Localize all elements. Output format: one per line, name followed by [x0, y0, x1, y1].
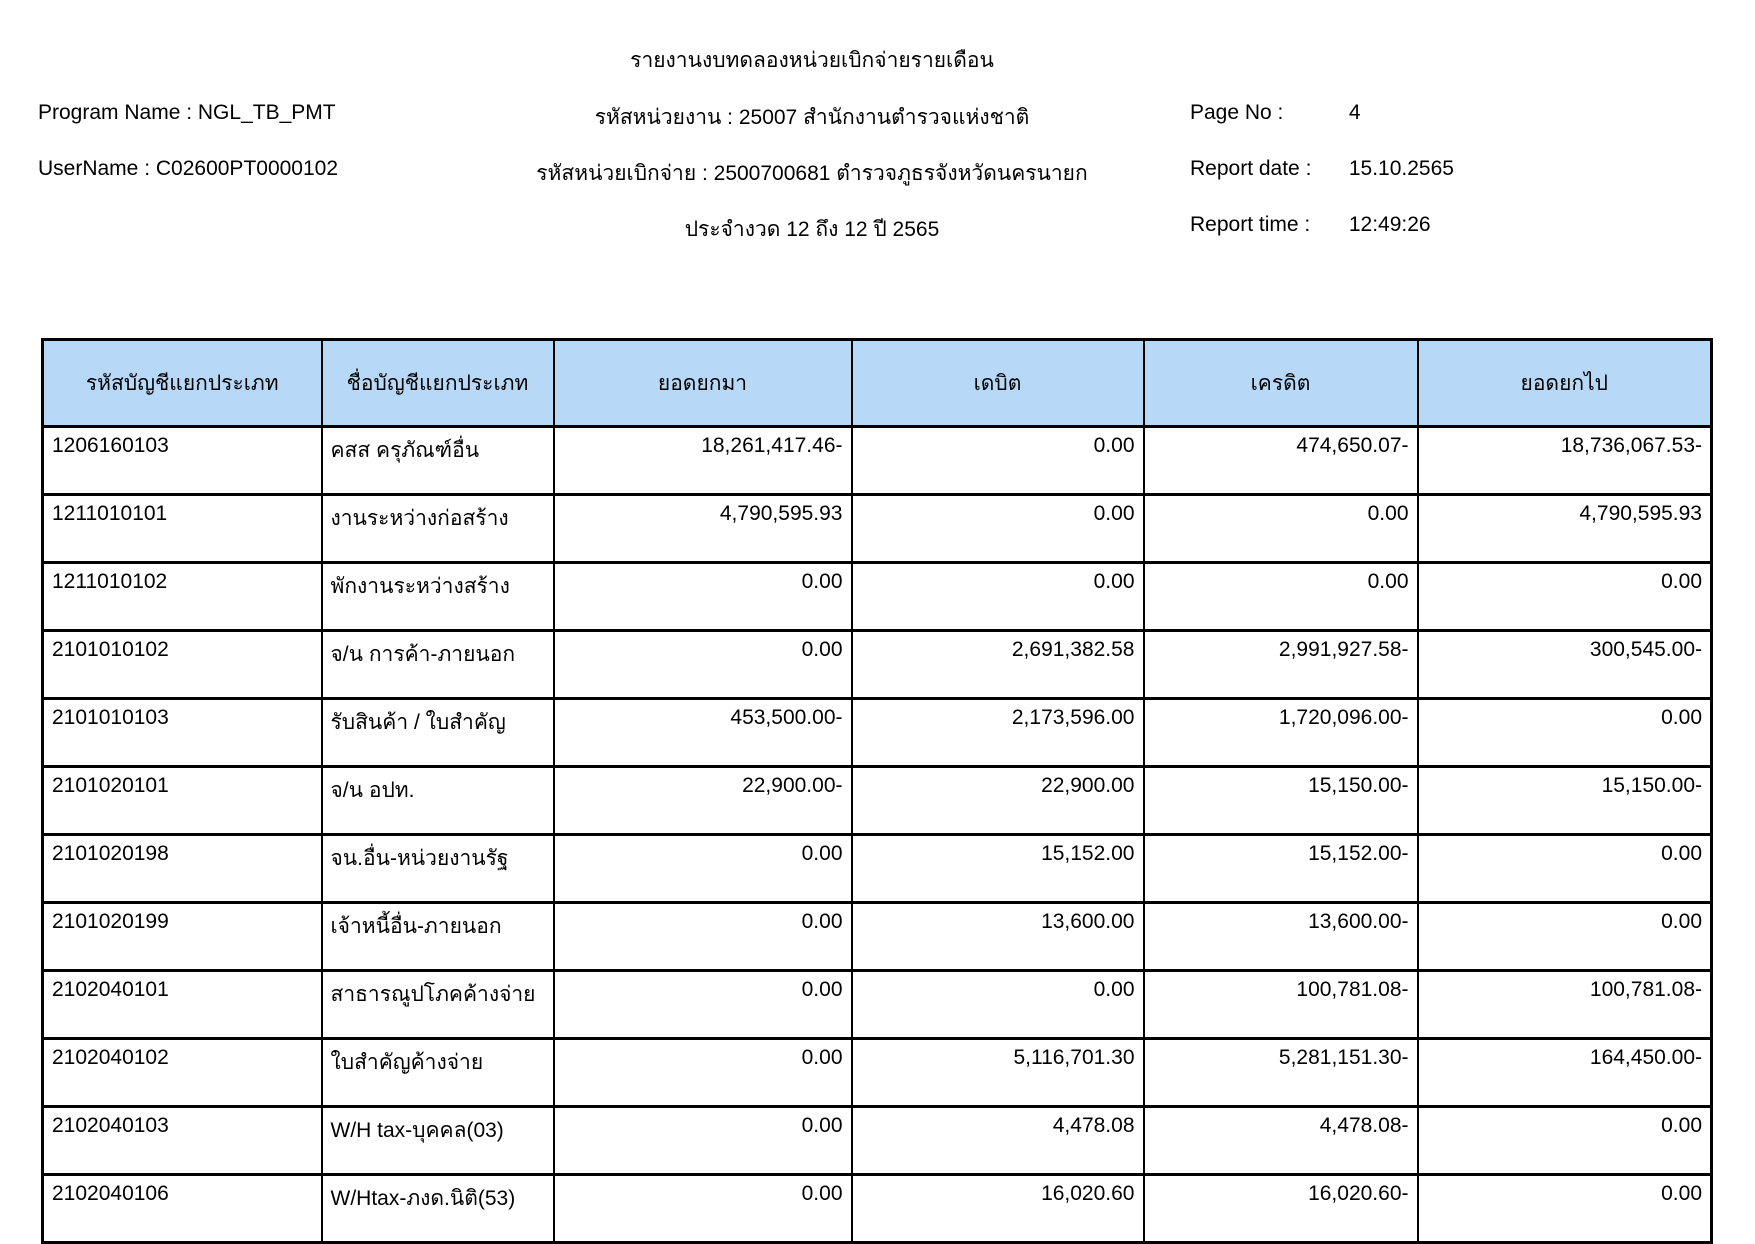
account-code-cell: 1211010101	[43, 495, 322, 563]
credit-cell: 15,152.00-	[1144, 835, 1418, 903]
debit-cell: 5,116,701.30	[852, 1039, 1144, 1107]
debit-cell: 4,478.08	[852, 1107, 1144, 1175]
account-name-cell: เจ้าหนี้อื่น-ภายนอก	[322, 903, 554, 971]
credit-cell: 1,720,096.00-	[1144, 699, 1418, 767]
program-name-label: Program Name :	[38, 101, 193, 124]
account-code-cell: 2102040106	[43, 1175, 322, 1243]
debit-cell: 15,152.00	[852, 835, 1144, 903]
carry-forward-cell: 4,790,595.93	[554, 495, 852, 563]
credit-cell: 2,991,927.58-	[1144, 631, 1418, 699]
ending-balance-cell: 0.00	[1418, 835, 1712, 903]
table-row	[43, 563, 1712, 631]
carry-forward-cell: 0.00	[554, 1175, 852, 1243]
debit-cell: 0.00	[852, 495, 1144, 563]
credit-cell: 100,781.08-	[1144, 971, 1418, 1039]
carry-forward-cell: 0.00	[554, 1107, 852, 1175]
debit-cell: 13,600.00	[852, 903, 1144, 971]
column-header-credit: เครดิต	[1144, 340, 1418, 427]
account-code-cell: 1206160103	[43, 427, 322, 495]
account-code-cell: 2101010103	[43, 699, 322, 767]
carry-forward-cell: 0.00	[554, 835, 852, 903]
column-header-account-code: รหัสบัญชีแยกประเภท	[43, 340, 322, 427]
report-time-label: Report time :	[1190, 213, 1311, 236]
debit-cell: 16,020.60	[852, 1175, 1144, 1243]
account-name-cell: W/Htax-ภงด.นิติ(53)	[322, 1175, 554, 1243]
credit-cell: 0.00	[1144, 495, 1418, 563]
debit-cell: 0.00	[852, 971, 1144, 1039]
table-row	[43, 1175, 1712, 1243]
table-row	[43, 427, 1712, 495]
page-no-label: Page No :	[1190, 101, 1284, 124]
account-code-cell: 2101020101	[43, 767, 322, 835]
table-row	[43, 1107, 1712, 1175]
debit-cell: 2,173,596.00	[852, 699, 1144, 767]
account-name-cell: จ/น อปท.	[322, 767, 554, 835]
table-header-row	[43, 340, 1712, 427]
column-header-ending-balance: ยอดยกไป	[1418, 340, 1712, 427]
credit-cell: 15,150.00-	[1144, 767, 1418, 835]
credit-cell: 0.00	[1144, 563, 1418, 631]
credit-cell: 5,281,151.30-	[1144, 1039, 1418, 1107]
account-code-cell: 2102040101	[43, 971, 322, 1039]
carry-forward-cell: 0.00	[554, 903, 852, 971]
credit-cell: 13,600.00-	[1144, 903, 1418, 971]
table-row	[43, 903, 1712, 971]
account-code-cell: 2102040103	[43, 1107, 322, 1175]
account-code-cell: 1211010102	[43, 563, 322, 631]
carry-forward-cell: 18,261,417.46-	[554, 427, 852, 495]
table-row	[43, 699, 1712, 767]
account-code-cell: 2102040102	[43, 1039, 322, 1107]
report-date-value: 15.10.2565	[1348, 157, 1454, 180]
agency-code-line: รหัสหน่วยงาน : 25007 สำนักงานตำรวจแห่งชาติ	[594, 106, 1030, 129]
username-value: C02600PT0000102	[155, 157, 339, 180]
ending-balance-cell: 15,150.00-	[1418, 767, 1712, 835]
column-header-account-name: ชื่อบัญชีแยกประเภท	[322, 340, 554, 427]
account-name-cell: รับสินค้า / ใบสำคัญ	[322, 699, 554, 767]
account-name-cell: สาธารณูปโภคค้างจ่าย	[322, 971, 554, 1039]
credit-cell: 474,650.07-	[1144, 427, 1418, 495]
debit-cell: 0.00	[852, 427, 1144, 495]
page-no-line	[1190, 101, 1361, 125]
table-row	[43, 631, 1712, 699]
report-time-value: 12:49:26	[1348, 213, 1431, 236]
page-no-value: 4	[1348, 101, 1361, 124]
column-header-carry-forward: ยอดยกมา	[554, 340, 852, 427]
account-code-cell: 2101020199	[43, 903, 322, 971]
ending-balance-cell: 300,545.00-	[1418, 631, 1712, 699]
table-row	[43, 495, 1712, 563]
account-name-cell: จน.อื่น-หน่วยงานรัฐ	[322, 835, 554, 903]
ending-balance-cell: 0.00	[1418, 699, 1712, 767]
ending-balance-cell: 0.00	[1418, 903, 1712, 971]
program-name-value: NGL_TB_PMT	[197, 101, 336, 124]
account-name-cell: คสส ครุภัณฑ์อื่น	[322, 427, 554, 495]
period-line: ประจำงวด 12 ถึง 12 ปี 2565	[684, 218, 940, 241]
carry-forward-cell: 22,900.00-	[554, 767, 852, 835]
debit-cell: 0.00	[852, 563, 1144, 631]
credit-cell: 16,020.60-	[1144, 1175, 1418, 1243]
table-row	[43, 835, 1712, 903]
ending-balance-cell: 100,781.08-	[1418, 971, 1712, 1039]
ending-balance-cell: 18,736,067.53-	[1418, 427, 1712, 495]
carry-forward-cell: 0.00	[554, 1039, 852, 1107]
table-body	[43, 427, 1712, 1243]
account-name-cell: งานระหว่างก่อสร้าง	[322, 495, 554, 563]
ending-balance-cell: 0.00	[1418, 563, 1712, 631]
carry-forward-cell: 0.00	[554, 971, 852, 1039]
username-label: UserName :	[38, 157, 151, 180]
carry-forward-cell: 453,500.00-	[554, 699, 852, 767]
disbursement-unit-line: รหัสหน่วยเบิกจ่าย : 2500700681 ตำรวจภูธรจังหวัดนครนายก	[536, 162, 1088, 185]
account-name-cell: ใบสำคัญค้างจ่าย	[322, 1039, 554, 1107]
column-header-debit: เดบิต	[852, 340, 1144, 427]
carry-forward-cell: 0.00	[554, 631, 852, 699]
report-date-line	[1190, 157, 1454, 181]
debit-cell: 2,691,382.58	[852, 631, 1144, 699]
table-row	[43, 971, 1712, 1039]
ending-balance-cell: 164,450.00-	[1418, 1039, 1712, 1107]
account-name-cell: จ/น การค้า-ภายนอก	[322, 631, 554, 699]
report-title: รายงานงบทดลองหน่วยเบิกจ่ายรายเดือน	[630, 49, 994, 72]
debit-cell: 22,900.00	[852, 767, 1144, 835]
credit-cell: 4,478.08-	[1144, 1107, 1418, 1175]
report-date-label: Report date :	[1190, 157, 1312, 180]
table-row	[43, 1039, 1712, 1107]
account-code-cell: 2101020198	[43, 835, 322, 903]
trial-balance-table	[41, 338, 1713, 1244]
report-time-line	[1190, 213, 1431, 237]
account-code-cell: 2101010102	[43, 631, 322, 699]
account-name-cell: W/H tax-บุคคล(03)	[322, 1107, 554, 1175]
ending-balance-cell: 0.00	[1418, 1175, 1712, 1243]
account-name-cell: พักงานระหว่างสร้าง	[322, 563, 554, 631]
carry-forward-cell: 0.00	[554, 563, 852, 631]
table-row	[43, 767, 1712, 835]
ending-balance-cell: 0.00	[1418, 1107, 1712, 1175]
ending-balance-cell: 4,790,595.93	[1418, 495, 1712, 563]
